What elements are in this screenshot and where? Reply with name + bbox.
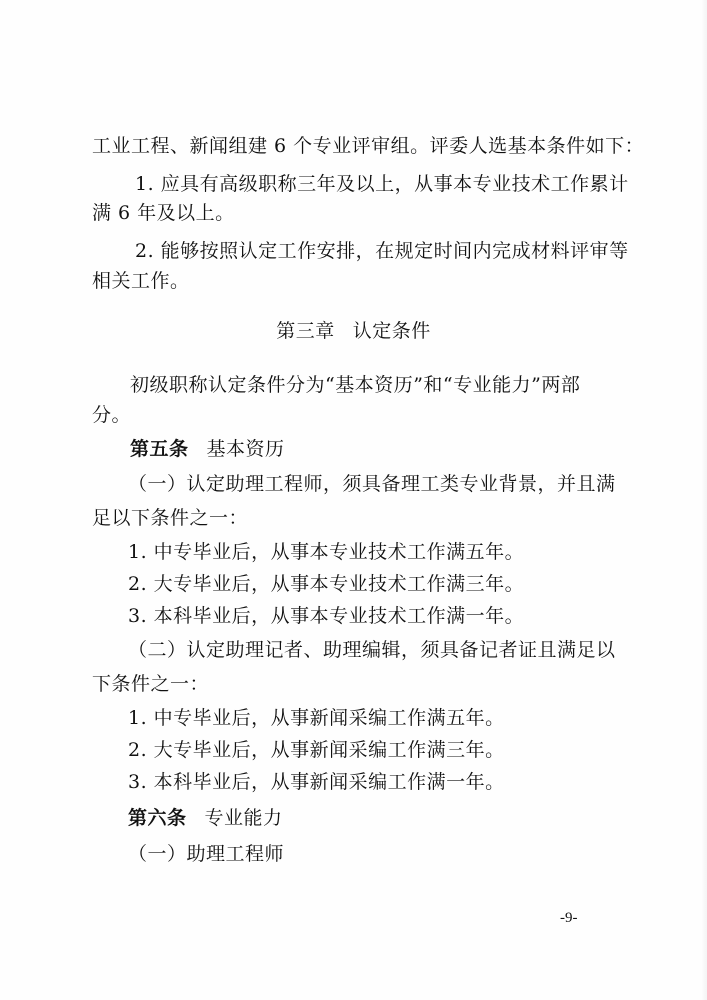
list-item: 3. 本科毕业后，从事本专业技术工作满一年。 — [128, 605, 525, 627]
paragraph-line: （一）认定助理工程师，须具备理工类专业背景，并且满 — [128, 473, 616, 495]
paragraph-line: 满 6 年及以上。 — [92, 202, 235, 224]
list-item: 1. 应具有高级职称三年及以上，从事本专业技术工作累计 — [135, 173, 629, 195]
article-heading — [130, 437, 285, 461]
chapter-number: 第三章 — [276, 320, 335, 342]
page-number: -9- — [560, 910, 578, 926]
article-title: 专业能力 — [204, 807, 283, 829]
chapter-heading — [0, 319, 707, 343]
page-edge — [701, 0, 707, 1000]
list-item: 1. 中专毕业后，从事新闻采编工作满五年。 — [128, 707, 505, 729]
article-heading — [128, 806, 283, 830]
paragraph-line: 足以下条件之一： — [92, 507, 249, 529]
chapter-title: 认定条件 — [352, 320, 431, 342]
list-item: 2. 大专毕业后，从事本专业技术工作满三年。 — [128, 573, 525, 595]
paragraph-line: 相关工作。 — [92, 270, 190, 292]
list-item: 1. 中专毕业后，从事本专业技术工作满五年。 — [128, 541, 525, 563]
paragraph-line: （二）认定助理记者、助理编辑，须具备记者证且满足以 — [128, 639, 616, 661]
list-item: 3. 本科毕业后，从事新闻采编工作满一年。 — [128, 771, 505, 793]
paragraph-line: 分。 — [92, 404, 132, 426]
paragraph-line: 初级职称认定条件分为“基本资历”和“专业能力”两部 — [130, 374, 581, 396]
list-item: 2. 能够按照认定工作安排，在规定时间内完成材料评审等 — [135, 240, 629, 262]
article-title: 基本资历 — [206, 438, 285, 460]
paragraph-line: 下条件之一： — [92, 673, 210, 695]
article-label: 第五条 — [130, 438, 189, 460]
list-item: 2. 大专毕业后，从事新闻采编工作满三年。 — [128, 739, 505, 761]
paragraph-line: （一）助理工程师 — [128, 843, 285, 865]
article-label: 第六条 — [128, 807, 187, 829]
paragraph-line: 工业工程、新闻组建 6 个专业评审组。评委人选基本条件如下： — [92, 135, 645, 157]
